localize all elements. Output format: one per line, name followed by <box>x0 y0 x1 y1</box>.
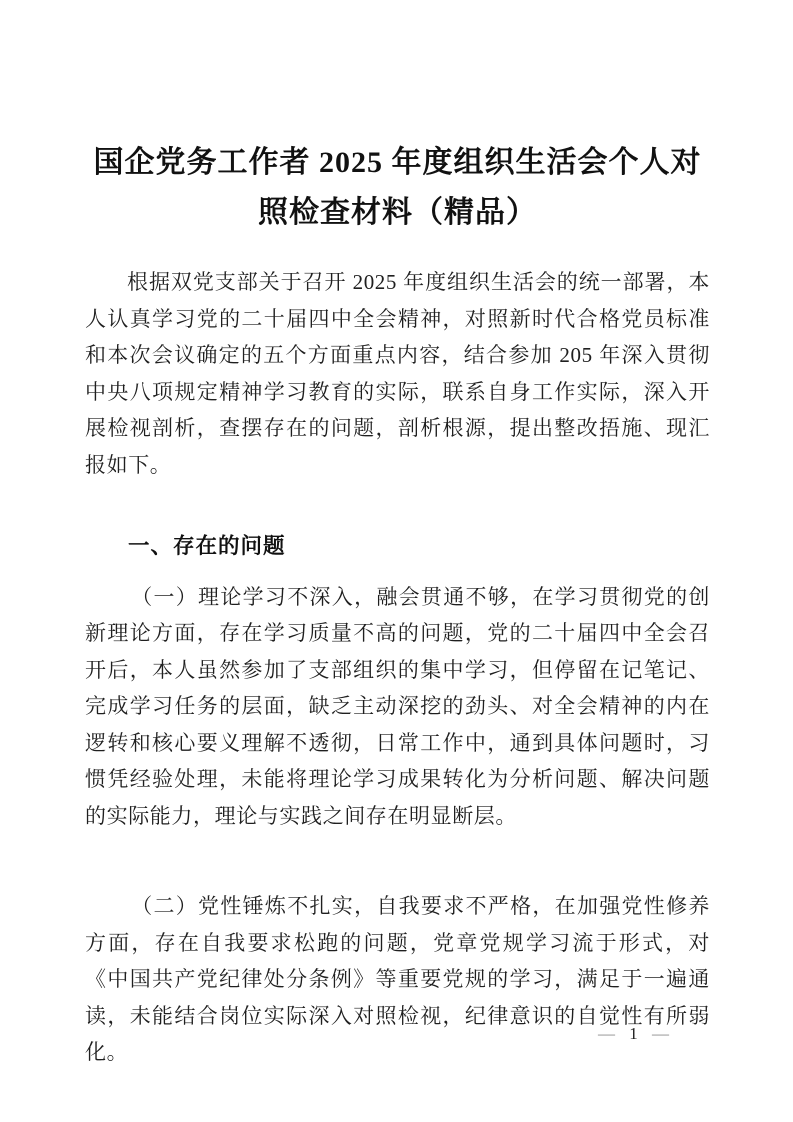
document-title-line-2: 照检查材料（精品） <box>258 196 537 229</box>
document-title-line-1: 国企党务工作者 2025 年度组织生活会个人对 <box>93 146 702 179</box>
section-heading-problems: 一、存在的问题 <box>128 534 286 558</box>
page-number: 1 <box>629 1024 640 1043</box>
document-content <box>85 0 710 1092</box>
page-number-footer <box>598 1024 671 1044</box>
footer-dash-right: — <box>652 1024 671 1043</box>
problem-paragraph-1: （一）理论学习不深入，融会贯通不够，在学习贯彻党的创新理论方面，存在学习质量不高的问题，党的二十届四中全会召开后，本人虽然参加了支部组织的集中学习，但停留在记笔记、完成学习任务的层面，缺乏主动深挖的劲头、对全会精神的内在逻转和核心要义理解不透彻，日常工作中，通到具体问题时，习惯凭经验处理，未能将理论学习成果转化为分析问题、解决问题的实际能力，理论与实践之间存在明显断层。 <box>85 584 710 828</box>
intro-paragraph: 根据双党支部关于召开 2025 年度组织生活会的统一部署，本人认真学习党的二十届四中全会精神，对照新时代合格党员标准和本次会议确定的五个方面重点内容，结合参加 205 年深入贯彻中央八项规定精神学习教育的实际，联系自身工作实际，深入开展检视剖析，查摆存在的问题，剖析根源，提出整改捂施、现汇报如下。 <box>85 270 710 477</box>
problem-paragraph-2: （二）党性锤炼不扎实，自我要求不严格，在加强党性修养方面，存在自我要求松跑的问题，党章党规学习流于形式，对《中国共产党纪律处分条例》等重要党规的学习，满足于一遍通读，未能结合岗位实际深入对照检视，纪律意识的自觉性有所弱化。 <box>85 894 710 1065</box>
footer-dash-left: — <box>598 1024 617 1043</box>
document-title <box>85 138 710 238</box>
